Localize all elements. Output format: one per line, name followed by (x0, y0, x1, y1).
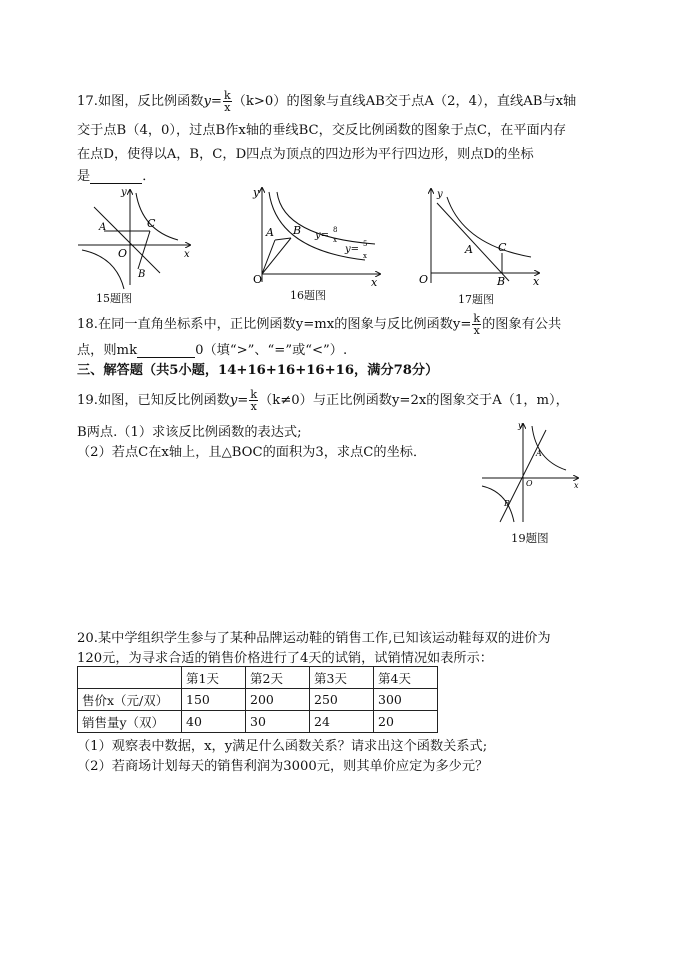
q19-text-b: （k≠0）与正比例函数y=2x的图象交于A（1，m）， (259, 393, 569, 408)
q19-line1 (77, 389, 569, 412)
q20-part1: （1）观察表中数据，x，y满足什么函数关系？请求出这个函数关系式; (77, 739, 488, 754)
fig16-formula-5x-den: x (363, 252, 367, 260)
fig16-label-y: y (253, 186, 260, 199)
q17-line4 (77, 165, 155, 184)
q17-y-eq: y= (203, 94, 222, 109)
table-cell: 24 (310, 711, 374, 733)
table-header-cell (78, 667, 182, 689)
table-row (78, 667, 438, 689)
fig17-label-a: A (465, 243, 473, 256)
fig16-seg-ob (262, 238, 291, 274)
fig16-label-b: B (293, 224, 302, 237)
fig17-label-x: x (533, 275, 540, 288)
figure-15 (72, 185, 197, 290)
fig16-seg-oa (262, 240, 275, 274)
q17-frac-den: x (224, 101, 231, 114)
q18-line2 (77, 339, 347, 358)
fig19-label-y: y (518, 421, 523, 430)
fig15-label-x: x (184, 249, 190, 260)
fig19-caption: 19题图 (511, 531, 549, 545)
table-cell: 200 (246, 689, 310, 711)
fig16-caption: 16题图 (290, 289, 326, 302)
q18-fraction (472, 313, 481, 336)
table-cell: 250 (310, 689, 374, 711)
fig15-seg-cb (138, 231, 150, 269)
q17-fraction (223, 90, 232, 113)
q20-line1: 20.某中学组织学生参与了某种品牌运动鞋的销售工作,已知该运动鞋每双的进价为 (77, 631, 551, 646)
q18-frac-den: x (473, 324, 480, 337)
q17-period: ． (142, 169, 156, 184)
q19-frac-num: k (250, 388, 258, 401)
table-header-cell: 第1天 (182, 667, 246, 689)
q17-text: 17.如图，反比例函数 (77, 94, 204, 109)
fig15-caption: 15题图 (96, 292, 132, 305)
q18-line1 (77, 313, 561, 336)
q18-text-d: 0（填“>”、“=”或“<”）. (195, 343, 348, 358)
q19-line2: B两点.（1）求该反比例函数的表达式; (77, 425, 302, 440)
fig16-formula-8x: y= (315, 230, 330, 241)
fig17-label-b: B (497, 275, 506, 288)
table-cell: 30 (246, 711, 310, 733)
fig15-label-b: B (138, 269, 146, 280)
table-row (78, 689, 438, 711)
fig17-label-y: y (437, 189, 443, 200)
fig16-formula-5x-num: 5 (363, 240, 368, 248)
q18-answer-blank[interactable] (137, 343, 195, 358)
q18-frac-num: k (473, 312, 481, 325)
table-row (78, 711, 438, 733)
q17-text-b: （k>0）的图象与直线AB交于点A（2，4），直线AB与x轴 (232, 94, 577, 109)
q19-text: 19.如图，已知反比例函数 (77, 393, 230, 408)
q17-frac-num: k (223, 89, 231, 102)
q19-fraction (249, 389, 258, 412)
fig16-formula-8x-num: 8 (333, 226, 338, 234)
fig19-label-a: A (536, 449, 542, 458)
figure-16 (245, 182, 385, 287)
table-cell: 150 (182, 689, 246, 711)
table-header-cell: 第4天 (374, 667, 438, 689)
fig19-label-o: O (526, 479, 533, 488)
fig16-label-a: A (266, 226, 274, 239)
section-3-heading: 三、解答题（共5小题，14+16+16+16+16，满分78分） (77, 363, 439, 378)
table-cell: 售价x（元/双） (78, 689, 182, 711)
fig19-label-b: B (504, 499, 510, 508)
q18-text: 18.在同一直角坐标系中，正比例函数y=mx的图象与反比例函数 (77, 317, 453, 332)
q19-y-eq: y= (229, 393, 249, 408)
fig19-label-x: x (574, 481, 579, 490)
fig16-seg-ab (275, 238, 291, 240)
table-cell: 300 (374, 689, 438, 711)
table-header-cell: 第2天 (246, 667, 310, 689)
q17-line2: 交于点B（4，0），过点B作x轴的垂线BC，交反比例函数的图象于点C，在平面内存 (77, 123, 567, 138)
fig15-curve-q1 (136, 193, 178, 240)
q17-line3: 在点D，使得以A，B，C，D四点为顶点的四边形为平行四边形，则点D的坐标 (77, 147, 534, 162)
table-header-cell: 第3天 (310, 667, 374, 689)
fig15-label-y: y (121, 187, 127, 198)
q17-text-shi: 是 (77, 169, 91, 184)
fig17-label-c: C (498, 241, 507, 254)
table-cell: 销售量y（双） (78, 711, 182, 733)
q19-frac-den: x (250, 400, 257, 413)
q20-line2: 120元，为寻求合适的销售价格进行了4天的试销，试销情况如表所示： (77, 651, 493, 666)
q17-answer-blank[interactable] (90, 169, 142, 184)
fig15-label-a: A (99, 222, 107, 233)
q18-text-b: 的图象有公共 (482, 317, 562, 332)
q18-text-c: 点，则mk (77, 343, 138, 358)
table-cell: 40 (182, 711, 246, 733)
q20-part2: （2）若商场计划每天的销售利润为3000元，则其单价应定为多少元？ (77, 759, 489, 774)
fig15-label-c: C (147, 217, 156, 230)
q18-y-eq: y= (452, 317, 472, 332)
table-cell: 20 (374, 711, 438, 733)
figure-17 (413, 183, 543, 291)
fig16-label-o: O (253, 273, 263, 286)
fig17-label-o: O (419, 273, 429, 286)
q20-table (77, 666, 438, 733)
q19-line3: （2）若点C在x轴上，且△BOC的面积为3，求点C的坐标． (77, 445, 427, 460)
fig16-formula-8x-den: x (333, 236, 337, 244)
q17-line1 (77, 90, 576, 113)
figure-19 (478, 420, 588, 525)
fig16-formula-5x: y= (345, 244, 360, 255)
fig15-label-o: O (118, 247, 128, 260)
fig17-caption: 17题图 (458, 293, 494, 306)
fig16-label-x: x (371, 276, 378, 287)
